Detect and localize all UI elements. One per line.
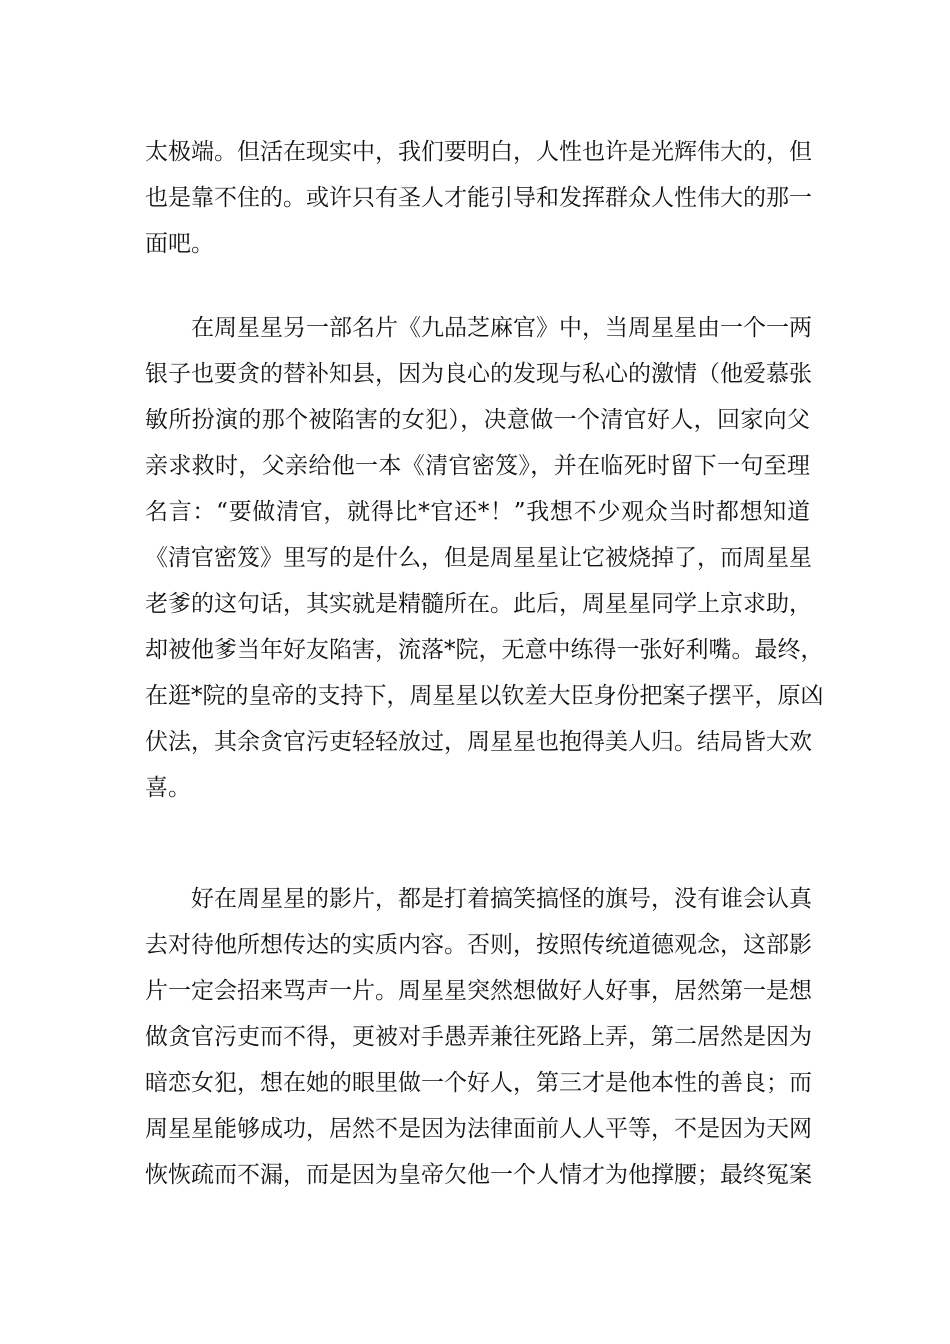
text-line: 做贪官污吏而不得，更被对手愚弄兼往死路上弄，第二居然是因为 xyxy=(145,1024,812,1050)
text-line: 在周星星另一部名片《九品芝麻官》中，当周星星由一个一两 xyxy=(191,315,812,341)
text-line: 恢恢疏而不漏，而是因为皇帝欠他一个人情才为他撑腰；最终冤案 xyxy=(145,1162,812,1188)
text-line: 却被他爹当年好友陷害，流落*院，无意中练得一张好利嘴。最终， xyxy=(145,637,824,663)
text-line: 伏法，其余贪官污吏轻轻放过，周星星也抱得美人归。结局皆大欢 xyxy=(145,729,812,755)
text-line: 去对待他所想传达的实质内容。否则，按照传统道德观念，这部影 xyxy=(145,932,812,958)
text-line: 亲求救时，父亲给他一本《清官密笈》，并在临死时留下一句至理 xyxy=(145,453,810,479)
text-line: 面吧。 xyxy=(145,231,214,257)
text-line: 也是靠不住的。或许只有圣人才能引导和发挥群众人性伟大的那一 xyxy=(145,185,812,211)
text-line: 名言：“要做清官，就得比*官还*！”我想不少观众当时都想知道 xyxy=(145,499,810,525)
paragraph-2 xyxy=(145,305,824,811)
text-line: 好在周星星的影片，都是打着搞笑搞怪的旗号，没有谁会认真 xyxy=(191,886,812,912)
text-line: 《清官密笈》里写的是什么，但是周星星让它被烧掉了，而周星星 xyxy=(145,545,812,571)
text-line: 敏所扮演的那个被陷害的女犯），决意做一个清官好人，回家向父 xyxy=(145,407,810,433)
text-line: 暗恋女犯，想在她的眼里做一个好人，第三才是他本性的善良；而 xyxy=(145,1070,812,1096)
text-line: 银子也要贪的替补知县，因为良心的发现与私心的激情（他爱慕张 xyxy=(145,361,812,387)
text-line: 老爹的这句话，其实就是精髓所在。此后，周星星同学上京求助， xyxy=(145,591,812,617)
text-line: 在逛*院的皇帝的支持下，周星星以钦差大臣身份把案子摆平，原凶 xyxy=(145,683,824,709)
paragraph-1 xyxy=(145,129,810,267)
text-line: 周星星能够成功，居然不是因为法律面前人人平等，不是因为天网 xyxy=(145,1116,812,1142)
text-line: 喜。 xyxy=(145,775,191,801)
paragraph-3 xyxy=(145,876,810,1198)
text-line: 太极端。但活在现实中，我们要明白，人性也许是光辉伟大的，但 xyxy=(145,139,812,165)
text-line: 片一定会招来骂声一片。周星星突然想做好人好事，居然第一是想 xyxy=(145,978,812,1004)
